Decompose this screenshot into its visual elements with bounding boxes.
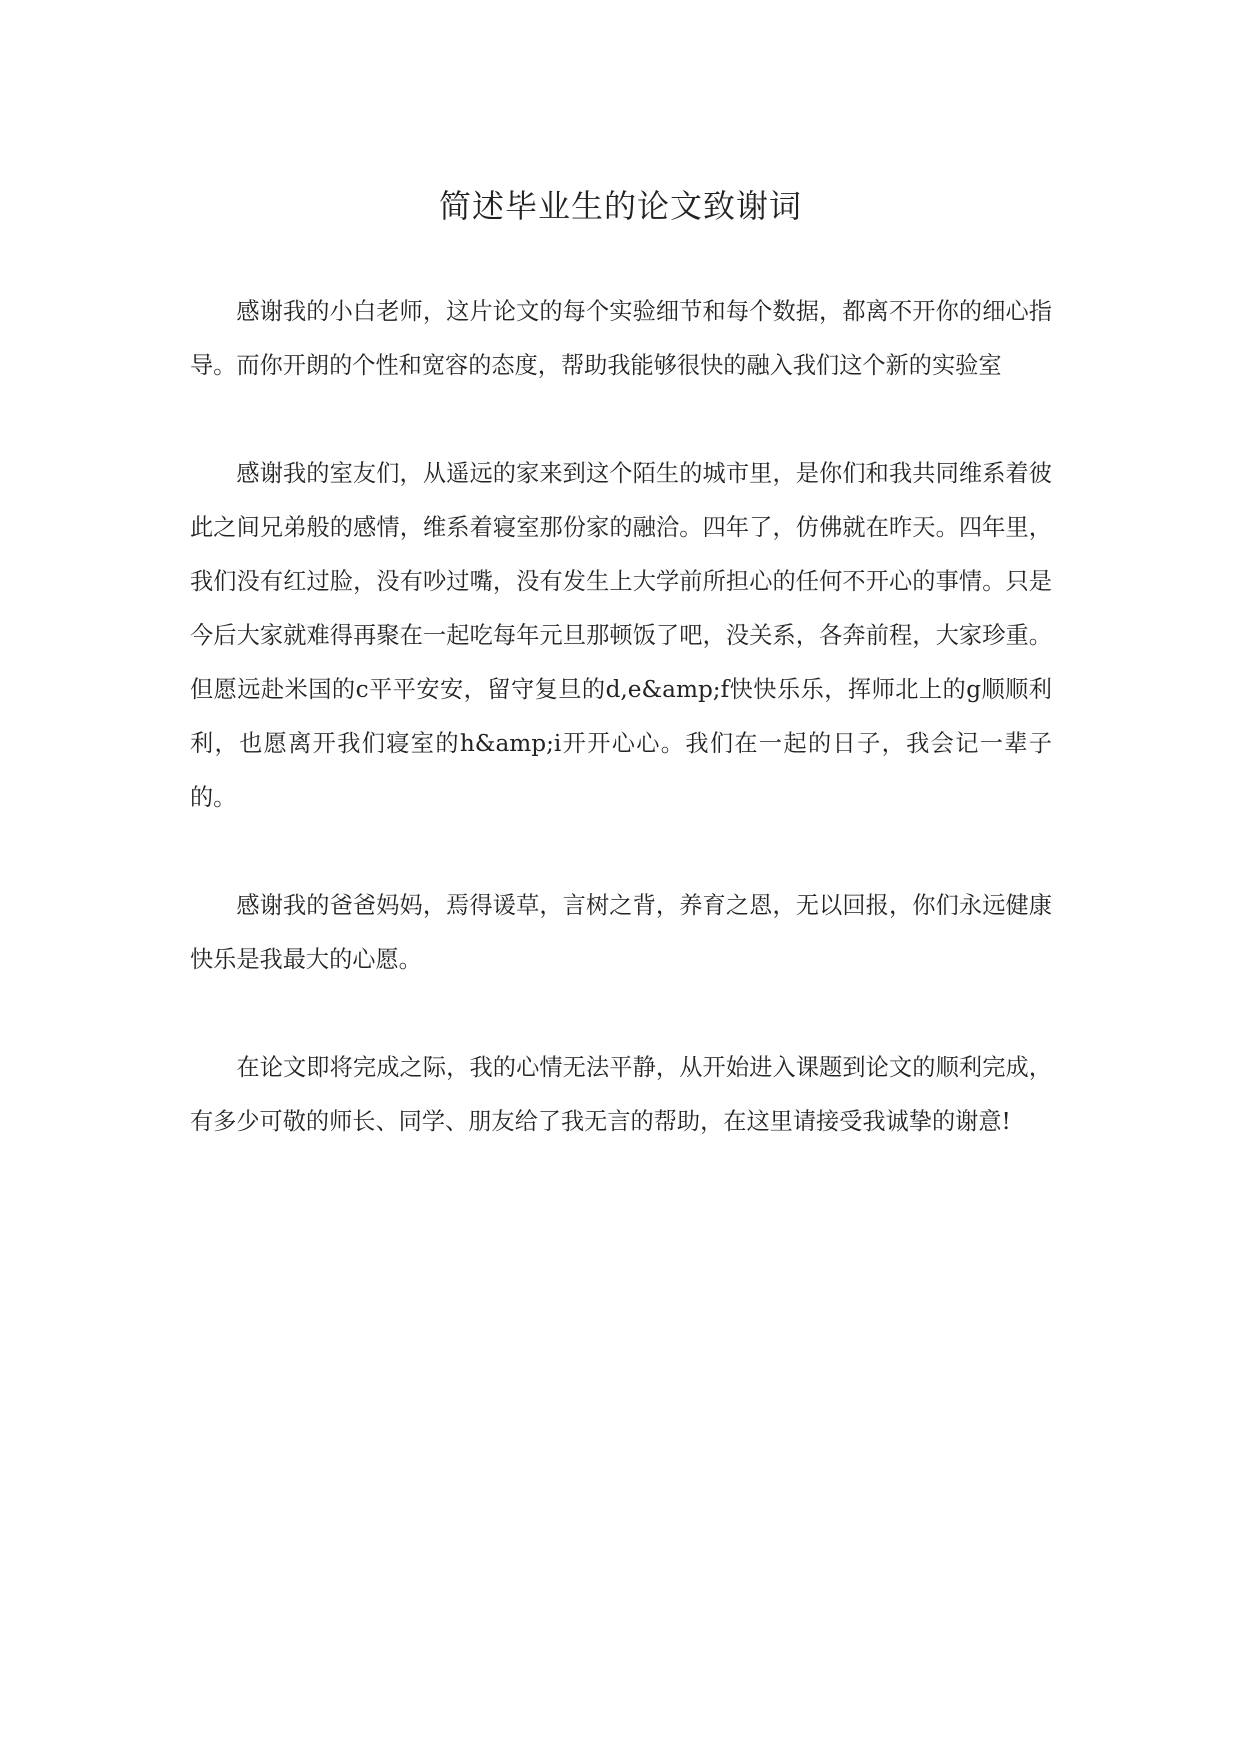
- document-body: [190, 285, 1052, 1203]
- paragraph-roommates-thanks: 感谢我的室友们，从遥远的家来到这个陌生的城市里，是你们和我共同维系着彼此之间兄弟般的感情，维系着寝室那份家的融洽。四年了，仿佛就在昨天。四年里，我们没有红过脸，没有吵过嘴，没有发生上大学前所担心的任何不开心的事情。只是今后大家就难得再聚在一起吃每年元旦那顿饭了吧，没关系，各奔前程，大家珍重。但愿远赴米国的c平平安安，留守复旦的d,e&amp;f快快乐乐，挥师北上的g顺顺利利，也愿离开我们寝室的h&amp;i开开心心。我们在一起的日子，我会记一辈子的。: [190, 460, 1052, 811]
- paragraph-teacher-thanks: 感谢我的小白老师，这片论文的每个实验细节和每个数据，都离不开你的细心指导。而你开朗的个性和宽容的态度，帮助我能够很快的融入我们这个新的实验室: [190, 298, 1052, 379]
- paragraph-parents-thanks: 感谢我的爸爸妈妈，焉得谖草，言树之背，养育之恩，无以回报，你们永远健康快乐是我最大的心愿。: [190, 892, 1052, 973]
- paragraph-closing-thanks: 在论文即将完成之际，我的心情无法平静，从开始进入课题到论文的顺利完成，有多少可敬的师长、同学、朋友给了我无言的帮助，在这里请接受我诚挚的谢意!: [190, 1054, 1052, 1135]
- document-title: 简述毕业生的论文致谢词: [438, 187, 802, 226]
